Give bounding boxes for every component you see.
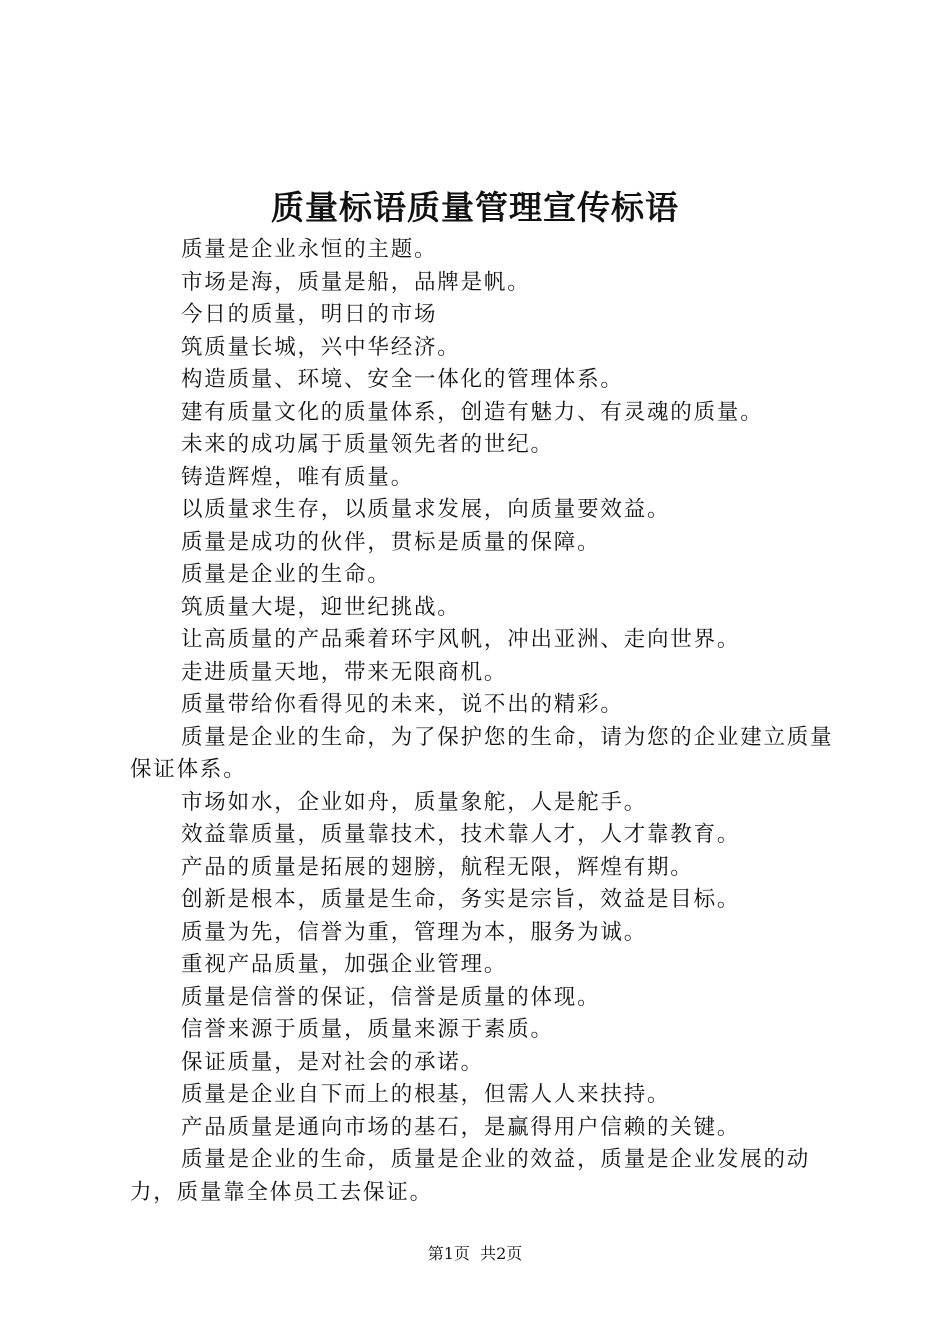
paragraph: 创新是根本，质量是生命，务实是宗旨，效益是目标。 xyxy=(181,887,741,912)
paragraph: 质量是企业的生命，为了保护您的生命，请为您的企业建立质量保证体系。 xyxy=(130,724,834,782)
paragraph: 效益靠质量，质量靠技术，技术靠人才，人才靠教育。 xyxy=(181,822,741,847)
paragraph: 市场如水，企业如舟，质量象舵，人是舵手。 xyxy=(181,789,648,815)
paragraph: 走进质量天地，带来无限商机。 xyxy=(181,659,508,685)
paragraph: 质量是企业的生命，质量是企业的效益，质量是企业发展的动力，质量靠全体员工去保证。 xyxy=(130,1147,811,1205)
paragraph: 质量是信誉的保证，信誉是质量的体现。 xyxy=(181,984,601,1010)
paragraph: 铸造辉煌，唯有质量。 xyxy=(181,464,415,490)
paragraph: 今日的质量，明日的市场 xyxy=(181,302,438,327)
paragraph: 筑质量大堤，迎世纪挑战。 xyxy=(181,594,461,620)
paragraph: 质量是成功的伙伴，贯标是质量的保障。 xyxy=(181,529,601,555)
paragraph: 构造质量、环境、安全一体化的管理体系。 xyxy=(181,367,624,392)
paragraph: 质量为先，信誉为重，管理为本，服务为诚。 xyxy=(181,919,648,945)
page-footer xyxy=(0,1243,950,1265)
paragraph: 重视产品质量，加强企业管理。 xyxy=(181,952,508,977)
paragraph: 信誉来源于质量，质量来源于素质。 xyxy=(181,1017,554,1042)
paragraph: 未来的成功属于质量领先者的世纪。 xyxy=(181,432,554,457)
document-body xyxy=(130,234,834,1209)
paragraph: 质量是企业的生命。 xyxy=(181,562,391,587)
document-title: 质量标语质量管理宣传标语 xyxy=(271,188,679,227)
paragraph: 让高质量的产品乘着环宇风帆，冲出亚洲、走向世界。 xyxy=(181,627,741,652)
paragraph: 筑质量长城，兴中华经济。 xyxy=(181,334,461,360)
paragraph: 质量带给你看得见的未来，说不出的精彩。 xyxy=(181,692,624,717)
paragraph: 建有质量文化的质量体系，创造有魅力、有灵魂的质量。 xyxy=(181,399,764,425)
paragraph: 产品质量是通向市场的基石，是赢得用户信赖的关键。 xyxy=(181,1114,741,1140)
paragraph: 市场是海，质量是船，品牌是帆。 xyxy=(181,269,531,295)
paragraph: 质量是企业永恒的主题。 xyxy=(181,237,438,262)
paragraph: 保证质量，是对社会的承诺。 xyxy=(181,1049,484,1075)
paragraph: 以质量求生存，以质量求发展，向质量要效益。 xyxy=(181,497,671,522)
page-number-label: 第1页 共2页 xyxy=(427,1244,523,1263)
paragraph: 产品的质量是拓展的翅膀，航程无限，辉煌有期。 xyxy=(181,854,694,880)
paragraph: 质量是企业自下而上的根基，但需人人来扶持。 xyxy=(181,1082,671,1107)
